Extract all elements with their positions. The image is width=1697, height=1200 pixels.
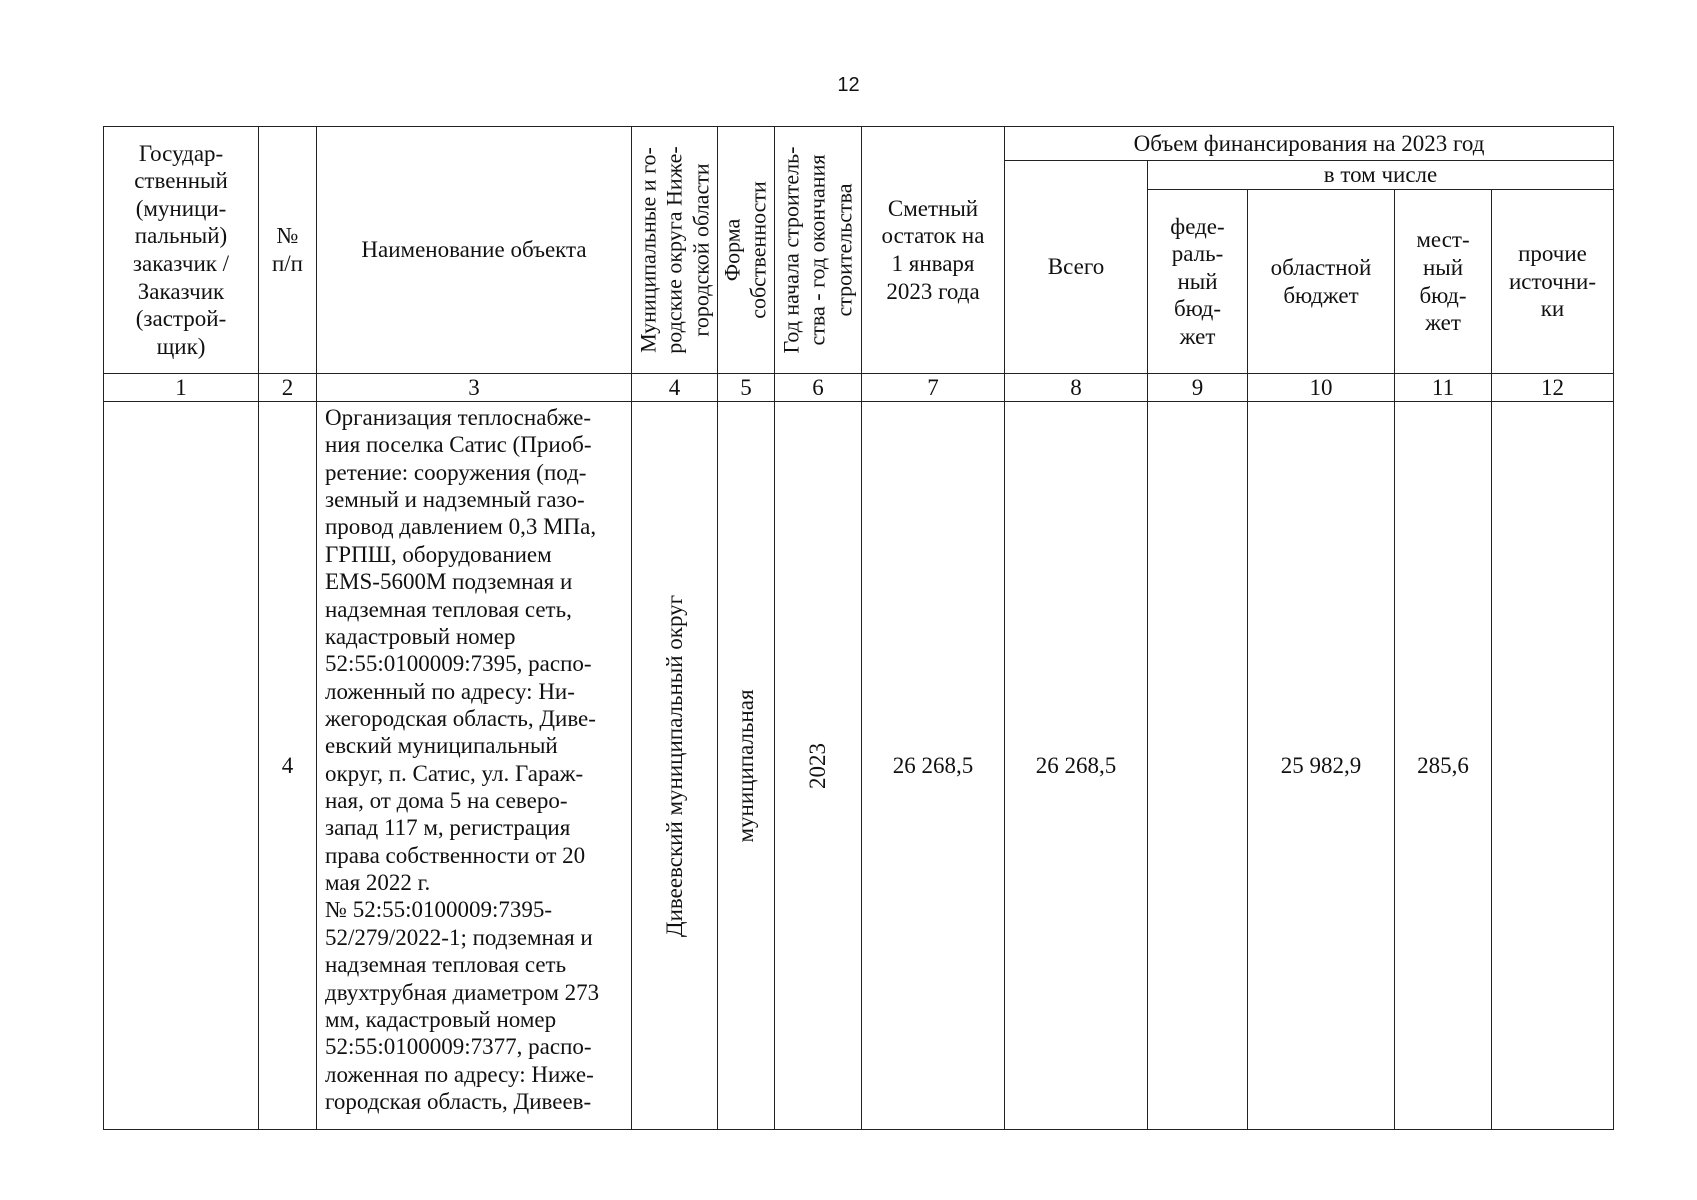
object-description-line: № 52:55:0100009:7395- <box>325 897 553 923</box>
column-number: 6 <box>775 374 862 402</box>
header-local-budget: мест- ный бюд- жет <box>1395 190 1492 374</box>
object-description-line: округ, п. Сатис, ул. Гараж- <box>325 760 584 786</box>
cell-estimate-balance: 26 268,5 <box>862 402 1005 1130</box>
object-description-line: 52:55:0100009:7395, распо- <box>325 651 592 677</box>
object-description-line: ложенная по адресу: Ниже- <box>325 1061 594 1087</box>
column-number: 1 <box>104 374 259 402</box>
header-federal-budget: феде- раль- ный бюд- жет <box>1148 190 1248 374</box>
column-number: 11 <box>1395 374 1492 402</box>
object-description-line: ретение: сооружения (под- <box>325 459 587 485</box>
object-description-line: надземная тепловая сеть <box>325 952 567 978</box>
header-other-sources: прочие источни- ки <box>1492 190 1614 374</box>
cell-local-budget: 285,6 <box>1395 402 1492 1130</box>
header-financing: Объем финансирования на 2023 год <box>1005 127 1614 161</box>
object-description-line: евский муниципальный <box>325 733 558 759</box>
header-object-name: Наименование объекта <box>317 127 632 374</box>
page-number: 12 <box>837 74 860 96</box>
header-regional-budget: областной бюджет <box>1248 190 1395 374</box>
cell-district: Дивеевский муниципальный округ <box>632 402 718 1130</box>
object-description-line: 52/279/2022-1; подземная и <box>325 924 593 950</box>
object-description-line: 52:55:0100009:7377, распо- <box>325 1034 592 1060</box>
header-estimate-balance: Сметный остаток на 1 января 2023 года <box>862 127 1005 374</box>
object-description-line: Организация теплоснабже- <box>325 405 592 430</box>
header-ownership-form: Форма собственности <box>718 127 775 374</box>
header-construction-years: Год начала строитель- ства - год окончания строительства <box>775 127 862 374</box>
object-description <box>325 404 623 1115</box>
object-description-line: жегородская область, Диве- <box>325 705 596 731</box>
object-description-line: городская область, Дивеев- <box>325 1088 592 1114</box>
column-number: 10 <box>1248 374 1395 402</box>
object-description-line: права собственности от 20 <box>325 842 586 868</box>
cell-number: 4 <box>259 402 317 1130</box>
object-description-line: ная, от дома 5 на северо- <box>325 788 568 814</box>
cell-regional-budget: 25 982,9 <box>1248 402 1395 1130</box>
object-description-line: запад 117 м, регистрация <box>325 815 571 841</box>
object-description-line: кадастровый номер <box>325 623 516 649</box>
object-description-line: EMS-5600M подземная и <box>325 569 573 595</box>
column-number: 12 <box>1492 374 1614 402</box>
object-description-line: земный и надземный газо- <box>325 487 585 513</box>
object-description-line: надземная тепловая сеть, <box>325 596 572 622</box>
object-description-line: мая 2022 г. <box>325 870 431 896</box>
column-number: 2 <box>259 374 317 402</box>
column-number: 5 <box>718 374 775 402</box>
cell-federal-budget <box>1148 402 1248 1130</box>
header-including: в том числе <box>1148 161 1614 190</box>
table-row <box>104 402 1614 1130</box>
cell-object-name <box>317 402 632 1130</box>
object-description-line: провод давлением 0,3 МПа, <box>325 514 597 540</box>
cell-total: 26 268,5 <box>1005 402 1148 1130</box>
header-number: № п/п <box>259 127 317 374</box>
cell-ownership: муниципальная <box>718 402 775 1130</box>
object-description-line: ГРПШ, оборудованием <box>325 541 552 567</box>
financing-table <box>103 126 1614 1130</box>
column-number: 8 <box>1005 374 1148 402</box>
column-number: 3 <box>317 374 632 402</box>
object-description-line: ложенный по адресу: Ни- <box>325 678 575 704</box>
header-total: Всего <box>1005 161 1148 374</box>
cell-customer <box>104 402 259 1130</box>
header-districts: Муниципальные и го- родские округа Ниже- городской области <box>632 127 718 374</box>
object-description-line: мм, кадастровый номер <box>325 1006 557 1032</box>
cell-year: 2023 <box>775 402 862 1130</box>
header-customer: Государ- ственный (муници- пальный) заказчик / Заказчик (застрой- щик) <box>104 127 259 374</box>
cell-other-sources <box>1492 402 1614 1130</box>
object-description-line: двухтрубная диаметром 273 <box>325 979 600 1005</box>
object-description-line: ния поселка Сатис (Приоб- <box>325 432 592 458</box>
column-number: 4 <box>632 374 718 402</box>
column-number: 9 <box>1148 374 1248 402</box>
column-number: 7 <box>862 374 1005 402</box>
